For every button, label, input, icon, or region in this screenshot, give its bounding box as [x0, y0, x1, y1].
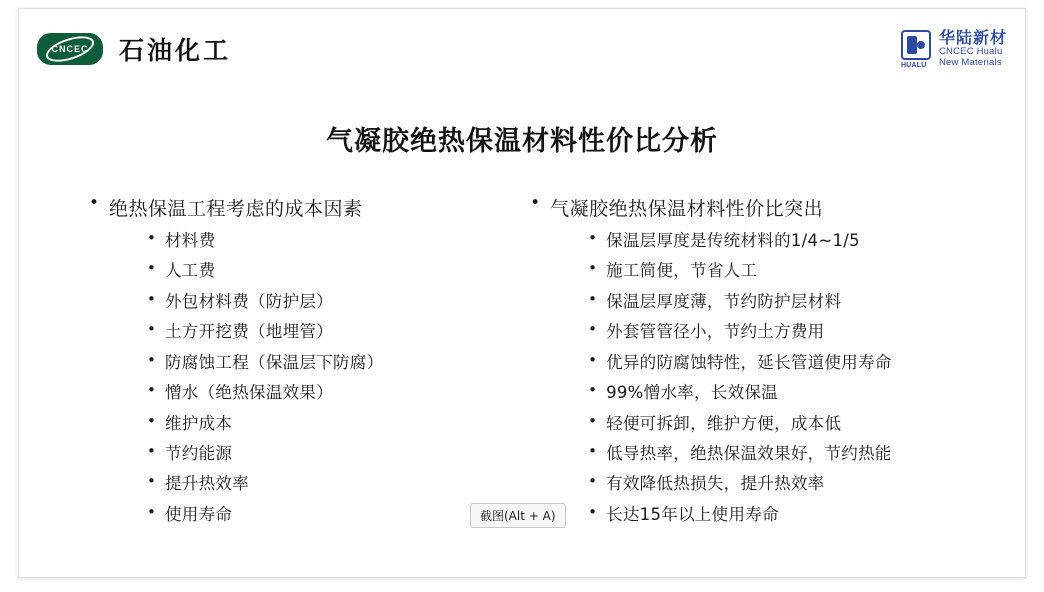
list-item-label: 提升热效率	[165, 474, 249, 494]
list-item	[145, 381, 518, 405]
list-item	[145, 290, 518, 314]
page-title: 气凝胶绝热保温材料性价比分析	[326, 126, 718, 157]
list-item	[586, 503, 1025, 527]
left-sub-list	[109, 229, 518, 527]
cncec-logo	[37, 31, 231, 67]
list-item-label: 材料费	[165, 231, 216, 250]
cncec-logo-text: CNCEC	[51, 44, 89, 54]
left-column	[19, 194, 518, 535]
slide-header	[19, 9, 1025, 71]
right-heading-item	[528, 194, 1025, 527]
list-item	[145, 229, 518, 253]
list-item-label: 外套管管径小，节约土方费用	[606, 322, 825, 342]
hualu-brand-block	[939, 29, 1007, 69]
list-item-label: 轻便可拆卸，维护方便，成本低	[606, 413, 842, 433]
hualu-logo-underlabel: HUALU	[900, 62, 927, 69]
list-item-label: 土方开挖费（地埋管）	[165, 322, 333, 342]
left-heading-label: 绝热保温工程考虑的成本因素	[109, 198, 363, 220]
list-item-label: 维护成本	[165, 413, 233, 433]
hualu-logo	[901, 29, 1007, 69]
list-item-label: 施工简便，节省人工	[606, 261, 758, 281]
list-item	[586, 259, 1025, 283]
list-item-label: 保温层厚度是传统材料的1/4~1/5	[606, 231, 860, 250]
list-item	[145, 503, 518, 527]
list-item-label: 保温层厚度薄，节约防护层材料	[606, 291, 842, 311]
right-bullet-list	[528, 194, 1025, 527]
list-item	[145, 442, 518, 466]
list-item	[586, 290, 1025, 314]
right-heading-label: 气凝胶绝热保温材料性价比突出	[550, 198, 824, 220]
list-item	[145, 320, 518, 344]
list-item-label: 使用寿命	[165, 504, 233, 524]
hualu-emblem-icon	[901, 30, 931, 60]
left-bullet-list	[87, 194, 518, 527]
hualu-brand-en-line1: CNCEC Hualu	[938, 46, 1003, 58]
list-item-label: 防腐蚀工程（保温层下防腐）	[165, 352, 384, 372]
right-column	[518, 194, 1025, 535]
right-sub-list	[550, 229, 1025, 527]
list-item	[145, 259, 518, 283]
list-item	[586, 442, 1025, 466]
list-item-label: 节约能源	[165, 443, 233, 463]
screenshot-shortcut-button[interactable]: 截图(Alt + A)	[470, 503, 566, 528]
list-item-label: 人工费	[165, 261, 216, 281]
list-item	[586, 320, 1025, 344]
list-item	[586, 381, 1025, 405]
list-item	[586, 351, 1025, 375]
list-item-label: 外包材料费（防护层）	[165, 291, 333, 311]
slide-canvas	[18, 8, 1026, 578]
list-item	[145, 351, 518, 375]
list-item-label: 憎水（绝热保温效果）	[165, 383, 333, 403]
left-heading-item	[87, 194, 518, 527]
list-item	[145, 412, 518, 436]
list-item	[145, 472, 518, 496]
list-item-label: 长达15年以上使用寿命	[606, 504, 779, 524]
hualu-brand-cn: 华陆新材	[938, 28, 1007, 47]
cncec-brand-cn: 石油化工	[119, 36, 232, 65]
list-item	[586, 472, 1025, 496]
list-item-label: 优异的防腐蚀特性，延长管道使用寿命	[606, 352, 892, 372]
cncec-emblem-icon	[37, 33, 103, 65]
slide-body	[19, 194, 1025, 535]
hualu-brand-en-line2: New Materials	[938, 57, 1002, 69]
list-item-label: 低导热率，绝热保温效果好，节约热能	[606, 443, 892, 463]
list-item-label: 99%憎水率，长效保温	[606, 383, 779, 403]
list-item	[586, 229, 1025, 253]
list-item-label: 有效降低热损失，提升热效率	[606, 474, 825, 494]
list-item	[586, 412, 1025, 436]
